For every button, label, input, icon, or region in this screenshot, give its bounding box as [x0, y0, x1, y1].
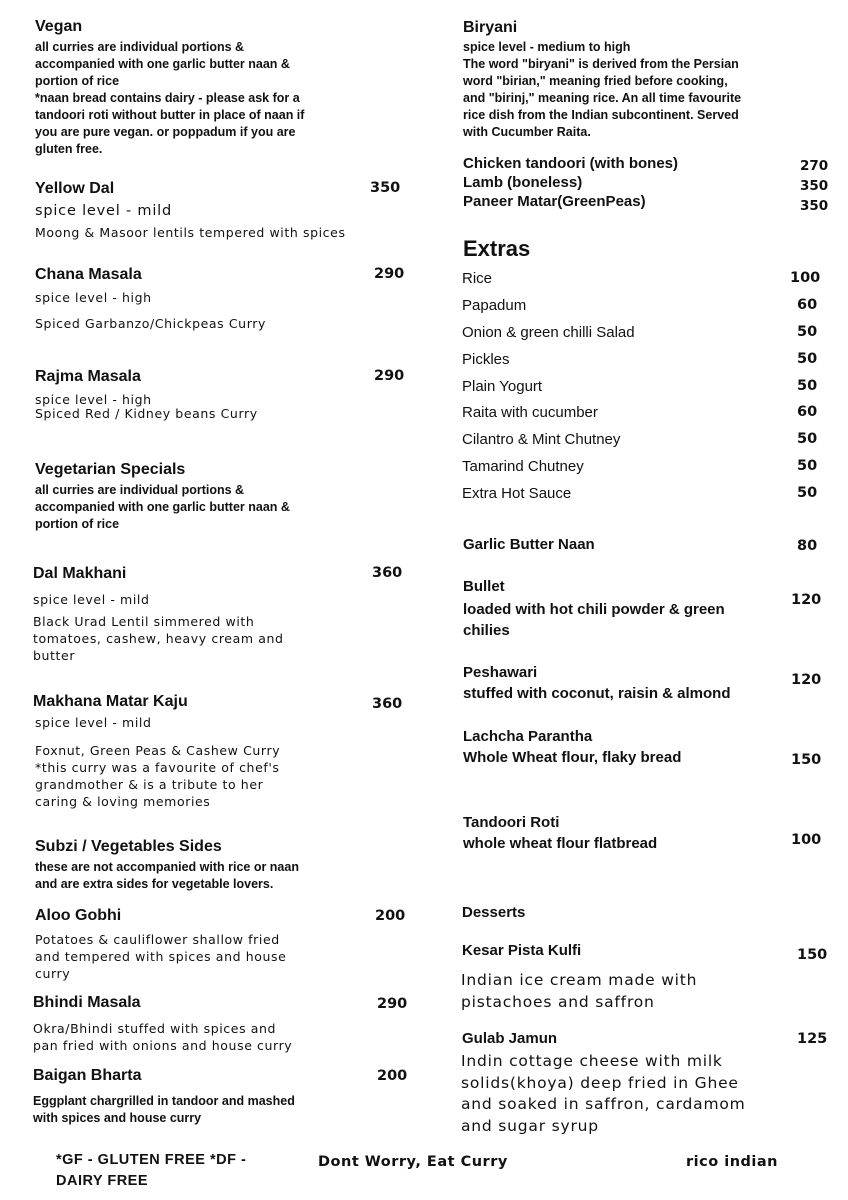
- item-price: 50: [797, 458, 818, 474]
- item-name: Kesar Pista Kulfi: [462, 942, 582, 959]
- item-name: Makhana Matar Kaju: [33, 693, 188, 710]
- biryani-title: Biryani: [463, 19, 518, 36]
- item-price: 120: [791, 672, 822, 688]
- spice-level: spice level - mild: [33, 592, 150, 607]
- item-name: Raita with cucumber: [462, 404, 598, 421]
- item-name: Lachcha Parantha: [463, 728, 593, 745]
- item-description: Okra/Bhindi stuffed with spices and pan fried with onions and house curry: [33, 1021, 293, 1053]
- item-price: 350: [800, 198, 829, 214]
- item-price: 270: [800, 158, 829, 174]
- item-price: 120: [791, 592, 822, 608]
- item-description: Eggplant chargrilled in tandoor and mashed with spices and house curry: [33, 1094, 295, 1125]
- item-name: Garlic Butter Naan: [463, 536, 595, 553]
- vegan-description: all curries are individual portions & accompanied with one garlic butter naan & portion of rice *naan bread contains dairy - please ask for a tandoori roti without butter in place of naan if you are pure vegan. or poppadum if you are gluten free.: [35, 40, 305, 156]
- item-description: stuffed with coconut, raisin & almond: [463, 685, 731, 702]
- item-description: loaded with hot chili powder & green chilies: [463, 601, 725, 639]
- item-name: Chicken tandoori (with bones): [463, 155, 679, 172]
- item-name: Chana Masala: [35, 266, 142, 283]
- item-description: whole wheat flour flatbread: [463, 835, 658, 852]
- spice-level: spice level - high: [35, 290, 152, 305]
- item-name: Baigan Bharta: [33, 1067, 142, 1084]
- item-price: 290: [374, 368, 405, 384]
- item-name: Bhindi Masala: [33, 994, 141, 1011]
- item-name: Papadum: [462, 297, 527, 314]
- item-price: 100: [790, 270, 821, 286]
- item-name: Extra Hot Sauce: [462, 485, 572, 502]
- extras-title: Extras: [463, 236, 531, 261]
- item-name: Aloo Gobhi: [35, 907, 122, 924]
- vegetarian-specials-title: Vegetarian Specials: [35, 461, 186, 478]
- footer-slogan: Dont Worry, Eat Curry: [318, 1154, 508, 1170]
- item-price: 290: [374, 266, 405, 282]
- item-price: 50: [797, 351, 818, 367]
- vegan-title: Vegan: [35, 18, 83, 35]
- item-price: 200: [377, 1068, 408, 1084]
- item-price: 60: [797, 297, 818, 313]
- item-name: Dal Makhani: [33, 565, 127, 582]
- spice-level: spice level - high: [35, 392, 152, 407]
- item-price: 360: [372, 696, 403, 712]
- item-description: Indian ice cream made with pistachoes and saffron: [461, 971, 698, 1011]
- item-description: Black Urad Lentil simmered with tomatoes, cashew, heavy cream and butter: [33, 614, 284, 663]
- item-price: 125: [797, 1031, 828, 1047]
- brand-name: rico indian: [686, 1154, 778, 1170]
- item-name: Yellow Dal: [35, 180, 115, 197]
- item-name: Lamb (boneless): [463, 174, 583, 191]
- item-description: Moong & Masoor lentils tempered with spices: [35, 225, 346, 240]
- item-price: 290: [377, 996, 408, 1012]
- item-name: Gulab Jamun: [462, 1030, 558, 1047]
- biryani-spice-level: spice level - medium to high: [463, 40, 631, 54]
- item-description: Spiced Garbanzo/Chickpeas Curry: [35, 316, 266, 331]
- item-description: Foxnut, Green Peas & Cashew Curry *this curry was a favourite of chef's grandmother & is a tribute to her caring & loving memories: [35, 743, 281, 809]
- item-description: Indin cottage cheese with milk solids(khoya) deep fried in Ghee and soaked in saffron, cardamom and sugar syrup: [461, 1052, 746, 1135]
- item-price: 360: [372, 565, 403, 581]
- item-price: 50: [797, 378, 818, 394]
- item-price: 200: [375, 908, 406, 924]
- item-price: 60: [797, 404, 818, 420]
- item-name: Rice: [462, 270, 493, 287]
- item-price: 100: [791, 832, 822, 848]
- item-price: 50: [797, 485, 818, 501]
- spice-level: spice level - mild: [35, 203, 173, 219]
- desserts-title: Desserts: [462, 904, 526, 921]
- item-description: Spiced Red / Kidney beans Curry: [35, 406, 258, 421]
- item-price: 350: [800, 178, 829, 194]
- biryani-description: The word "biryani" is derived from the Persian word "birian," meaning fried before cooking, and "birinj," meaning rice. An all time favourite rice dish from the Indian subcontinent. Served with Cucumber Raita.: [463, 57, 742, 139]
- item-name: Tandoori Roti: [463, 814, 560, 831]
- item-name: Plain Yogurt: [462, 378, 543, 395]
- item-description: Whole Wheat flour, flaky bread: [463, 749, 682, 766]
- item-price: 50: [797, 324, 818, 340]
- item-name: Bullet: [463, 578, 505, 595]
- item-price: 150: [791, 752, 822, 768]
- item-name: Tamarind Chutney: [462, 458, 584, 475]
- subzi-title: Subzi / Vegetables Sides: [35, 838, 222, 855]
- subzi-description: these are not accompanied with rice or naan and are extra sides for vegetable lovers.: [35, 860, 299, 891]
- item-description: Potatoes & cauliflower shallow fried and tempered with spices and house curry: [35, 932, 287, 981]
- item-price: 150: [797, 947, 828, 963]
- item-price: 80: [797, 538, 818, 554]
- item-price: 50: [797, 431, 818, 447]
- vegetarian-specials-description: all curries are individual portions & accompanied with one garlic butter naan & portion of rice: [35, 483, 290, 531]
- item-name: Peshawari: [463, 664, 538, 681]
- dietary-legend: *GF - GLUTEN FREE *DF - DAIRY FREE: [56, 1152, 247, 1189]
- item-name: Paneer Matar(GreenPeas): [463, 193, 646, 210]
- item-name: Rajma Masala: [35, 368, 141, 385]
- item-name: Pickles: [462, 351, 510, 368]
- spice-level: spice level - mild: [35, 715, 152, 730]
- item-name: Cilantro & Mint Chutney: [462, 431, 621, 448]
- item-name: Onion & green chilli Salad: [462, 324, 635, 341]
- item-price: 350: [370, 180, 401, 196]
